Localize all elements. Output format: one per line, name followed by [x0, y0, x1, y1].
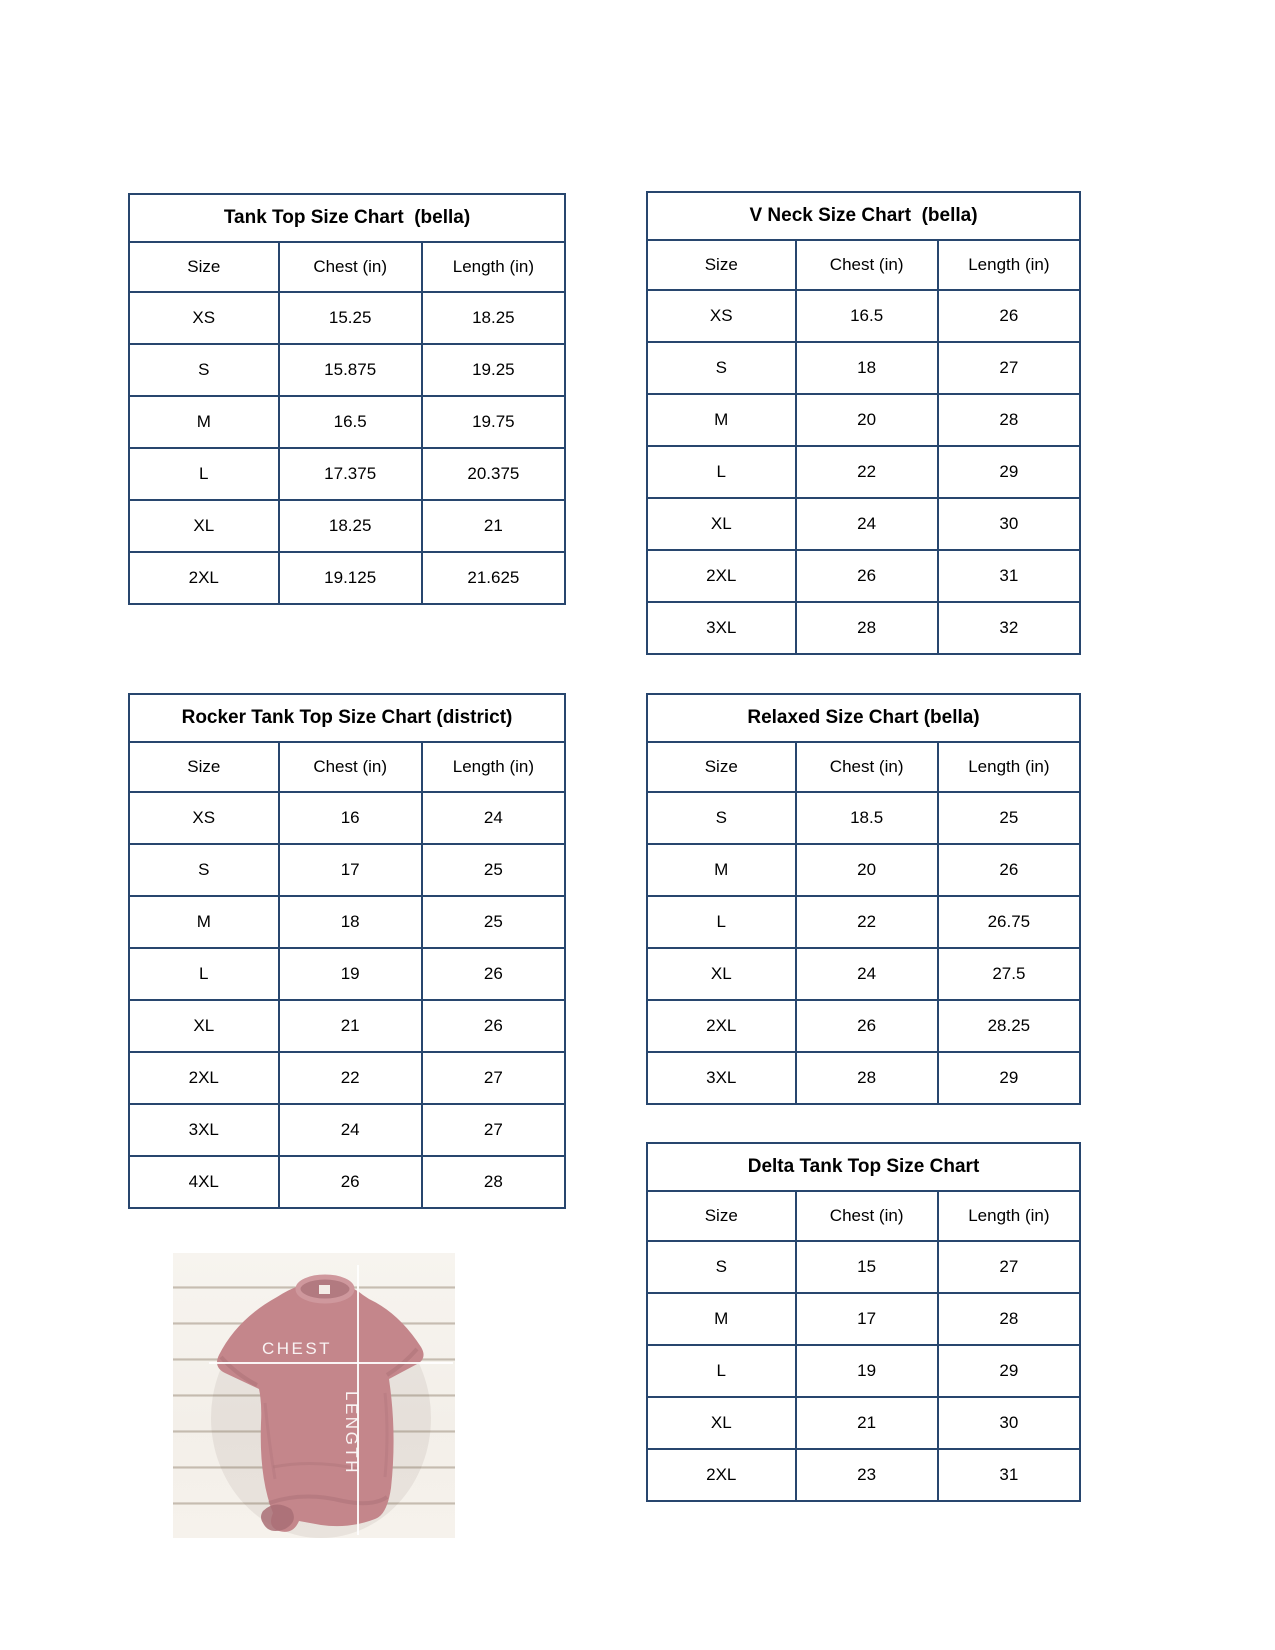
table-title: Rocker Tank Top Size Chart (district)	[181, 707, 513, 728]
chest-cell: 17	[795, 1294, 937, 1344]
table-row	[130, 1103, 564, 1155]
size-cell: 2XL	[188, 1068, 219, 1087]
chest-cell: 22	[795, 447, 937, 497]
table-row	[648, 549, 1079, 601]
chest-label: CHEST	[261, 1339, 333, 1358]
table-row	[648, 1344, 1079, 1396]
length-cell: 20.375	[421, 449, 564, 499]
size-cell: 2XL	[188, 568, 219, 587]
chest-cell: 18.25	[278, 501, 421, 551]
chest-cell: 26	[278, 1157, 421, 1207]
chest-cell: 23	[795, 1450, 937, 1500]
tshirt-illustration	[173, 1253, 455, 1538]
size-cell: M	[714, 1309, 729, 1328]
table-row	[648, 341, 1079, 393]
size-cell: M	[714, 860, 729, 879]
chest-cell: 20	[795, 395, 937, 445]
chest-cell: 17	[278, 845, 421, 895]
chest-cell: 24	[795, 499, 937, 549]
length-cell: 26	[937, 845, 1079, 895]
length-cell: 21	[421, 501, 564, 551]
size-cell: L	[716, 462, 726, 481]
size-cell: L	[716, 912, 726, 931]
chest-cell: 16.5	[795, 291, 937, 341]
neck-label-tag	[319, 1285, 330, 1294]
column-header-length: Length (in)	[421, 743, 564, 791]
column-header-size: Size	[187, 257, 221, 276]
chest-cell: 18	[795, 343, 937, 393]
column-header-length: Length (in)	[937, 743, 1079, 791]
table-header-row	[130, 741, 564, 791]
rocker-tank-top-size-chart-table	[128, 693, 566, 1209]
size-cell: XS	[709, 306, 733, 325]
table-title: Tank Top Size Chart (bella)	[223, 207, 471, 228]
size-cell: M	[714, 410, 729, 429]
table-row	[130, 395, 564, 447]
table-row	[130, 291, 564, 343]
table-row	[130, 551, 564, 603]
size-cell: 4XL	[188, 1172, 219, 1191]
chest-cell: 16.5	[278, 397, 421, 447]
chest-cell: 15.875	[278, 345, 421, 395]
table-row	[648, 1240, 1079, 1292]
column-header-size: Size	[704, 1206, 738, 1225]
length-cell: 27	[421, 1105, 564, 1155]
length-cell: 29	[937, 1346, 1079, 1396]
length-cell: 27	[937, 1242, 1079, 1292]
column-header-chest: Chest (in)	[278, 243, 421, 291]
chest-cell: 24	[278, 1105, 421, 1155]
chest-cell: 24	[795, 949, 937, 999]
table-row	[648, 1448, 1079, 1500]
length-cell: 21.625	[421, 553, 564, 603]
column-header-size: Size	[187, 757, 221, 776]
table-row	[130, 999, 564, 1051]
size-cell: S	[715, 808, 727, 827]
chest-cell: 19.125	[278, 553, 421, 603]
size-cell: L	[199, 464, 209, 483]
table-row	[130, 791, 564, 843]
size-cell: XS	[192, 808, 216, 827]
table-header-row	[648, 239, 1079, 289]
length-cell: 31	[937, 1450, 1079, 1500]
length-cell: 28.25	[937, 1001, 1079, 1051]
table-row	[648, 1292, 1079, 1344]
chest-cell: 18	[278, 897, 421, 947]
size-cell: S	[198, 360, 210, 379]
size-cell: XS	[192, 308, 216, 327]
table-row	[648, 393, 1079, 445]
table-row	[130, 499, 564, 551]
table-row	[130, 843, 564, 895]
column-header-chest: Chest (in)	[795, 1192, 937, 1240]
size-cell: XL	[710, 514, 732, 533]
table-row	[130, 1155, 564, 1207]
chest-cell: 28	[795, 603, 937, 653]
table-header-row	[648, 1190, 1079, 1240]
length-cell: 26.75	[937, 897, 1079, 947]
length-cell: 25	[937, 793, 1079, 843]
table-row	[648, 1051, 1079, 1103]
length-cell: 30	[937, 1398, 1079, 1448]
chest-cell: 26	[795, 1001, 937, 1051]
size-cell: XL	[193, 516, 215, 535]
column-header-size: Size	[704, 255, 738, 274]
length-cell: 27	[937, 343, 1079, 393]
size-cell: S	[715, 1257, 727, 1276]
chest-cell: 19	[795, 1346, 937, 1396]
table-row	[130, 1051, 564, 1103]
table-row	[130, 895, 564, 947]
chest-cell: 22	[795, 897, 937, 947]
length-cell: 30	[937, 499, 1079, 549]
relaxed-size-chart-table	[646, 693, 1081, 1105]
length-cell: 25	[421, 845, 564, 895]
size-cell: XL	[193, 1016, 215, 1035]
table-row	[648, 791, 1079, 843]
length-cell: 32	[937, 603, 1079, 653]
length-label: LENGTH	[342, 1391, 361, 1475]
table-row	[648, 497, 1079, 549]
size-cell: L	[716, 1361, 726, 1380]
chest-cell: 22	[278, 1053, 421, 1103]
column-header-length: Length (in)	[937, 241, 1079, 289]
size-cell: 3XL	[706, 1068, 737, 1087]
table-row	[648, 843, 1079, 895]
table-title: V Neck Size Chart (bella)	[749, 205, 978, 226]
size-cell: L	[199, 964, 209, 983]
size-cell: 2XL	[706, 1016, 737, 1035]
table-title: Relaxed Size Chart (bella)	[747, 707, 980, 728]
table-row	[648, 445, 1079, 497]
size-cell: M	[196, 412, 211, 431]
chest-cell: 16	[278, 793, 421, 843]
chest-cell: 20	[795, 845, 937, 895]
size-cell: S	[198, 860, 210, 879]
length-cell: 27.5	[937, 949, 1079, 999]
length-cell: 19.75	[421, 397, 564, 447]
v-neck-size-chart-table	[646, 191, 1081, 655]
chest-cell: 15.25	[278, 293, 421, 343]
table-row	[648, 895, 1079, 947]
tshirt-measurement-photo	[173, 1253, 455, 1538]
column-header-length: Length (in)	[421, 243, 564, 291]
column-header-chest: Chest (in)	[795, 241, 937, 289]
table-row	[648, 289, 1079, 341]
size-cell: XL	[710, 964, 732, 983]
delta-tank-top-size-chart-table	[646, 1142, 1081, 1502]
size-cell: 3XL	[706, 618, 737, 637]
column-header-chest: Chest (in)	[795, 743, 937, 791]
size-cell: 2XL	[706, 566, 737, 585]
length-cell: 19.25	[421, 345, 564, 395]
chest-cell: 28	[795, 1053, 937, 1103]
column-header-chest: Chest (in)	[278, 743, 421, 791]
column-header-length: Length (in)	[937, 1192, 1079, 1240]
length-cell: 28	[937, 1294, 1079, 1344]
length-cell: 28	[937, 395, 1079, 445]
size-cell: M	[196, 912, 211, 931]
table-title: Delta Tank Top Size Chart	[747, 1156, 980, 1177]
length-cell: 27	[421, 1053, 564, 1103]
table-header-row	[130, 241, 564, 291]
chest-cell: 21	[795, 1398, 937, 1448]
length-cell: 29	[937, 447, 1079, 497]
length-cell: 26	[421, 1001, 564, 1051]
table-row	[648, 999, 1079, 1051]
table-row	[648, 947, 1079, 999]
size-cell: 3XL	[188, 1120, 219, 1139]
length-cell: 24	[421, 793, 564, 843]
length-cell: 29	[937, 1053, 1079, 1103]
column-header-size: Size	[704, 757, 738, 776]
table-row	[648, 1396, 1079, 1448]
chest-cell: 18.5	[795, 793, 937, 843]
chest-cell: 17.375	[278, 449, 421, 499]
size-cell: XL	[710, 1413, 732, 1432]
length-cell: 18.25	[421, 293, 564, 343]
chest-cell: 21	[278, 1001, 421, 1051]
table-row	[648, 601, 1079, 653]
tank-top-size-chart-table	[128, 193, 566, 605]
table-header-row	[648, 741, 1079, 791]
length-cell: 26	[937, 291, 1079, 341]
chest-cell: 19	[278, 949, 421, 999]
size-cell: S	[715, 358, 727, 377]
chest-cell: 26	[795, 551, 937, 601]
length-cell: 25	[421, 897, 564, 947]
length-cell: 26	[421, 949, 564, 999]
length-cell: 31	[937, 551, 1079, 601]
table-row	[130, 343, 564, 395]
length-cell: 28	[421, 1157, 564, 1207]
table-row	[130, 447, 564, 499]
chest-cell: 15	[795, 1242, 937, 1292]
size-cell: 2XL	[706, 1465, 737, 1484]
table-row	[130, 947, 564, 999]
